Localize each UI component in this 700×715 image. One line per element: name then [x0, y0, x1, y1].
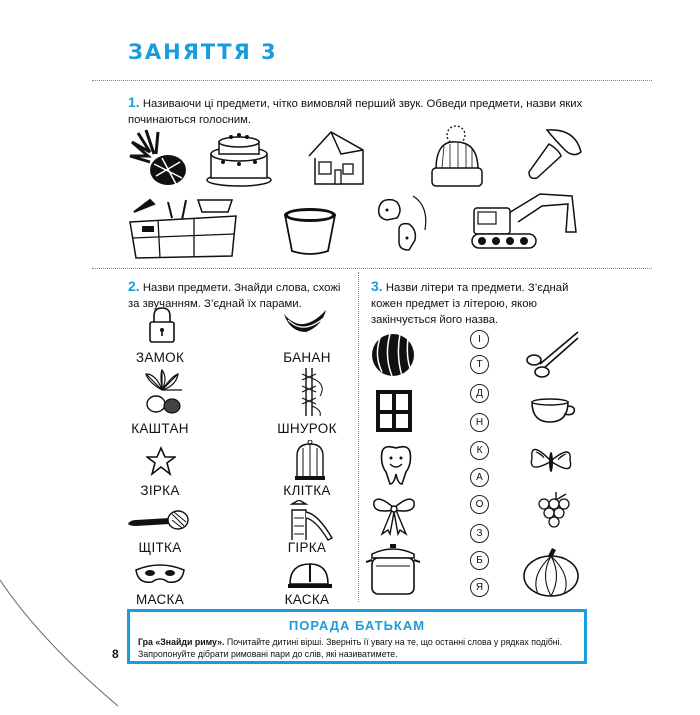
letter-circle[interactable]: Я: [470, 578, 489, 597]
tip-text: [138, 636, 578, 660]
task2-text: Назви предмети. Знайди слова, схожі за звучанням. З’єднай їх парами.: [128, 282, 341, 310]
house-icon: [305, 126, 367, 188]
task1-text: Називаючи ці предмети, чітко вимовляй перший звук. Обведи предмети, назви яких починаються голосним.: [128, 98, 583, 126]
mushroom-icon: [525, 128, 583, 182]
task1-number: 1.: [128, 94, 140, 110]
parents-tip-box: [127, 609, 587, 664]
word-klitka: КЛІТКА: [283, 483, 331, 498]
page-title: ЗАНЯТТЯ 3: [128, 40, 278, 64]
chestnut-icon: [138, 368, 186, 416]
top-divider: [92, 80, 652, 81]
pot-icon: [366, 542, 420, 598]
letter-circle[interactable]: Б: [470, 551, 489, 570]
window-icon: [374, 388, 414, 434]
toolbox-icon: [128, 196, 240, 260]
middle-divider: [92, 268, 652, 269]
task3-instruction: [371, 278, 586, 328]
pumpkin-icon: [522, 546, 580, 598]
star-icon: [146, 446, 176, 476]
letter-circle[interactable]: Д: [470, 384, 489, 403]
birdcage-icon: [293, 440, 327, 482]
task3-text: Назви літери та предмети. З’єднай кожен предмет із літерою, якою закінчується його назва.: [371, 282, 569, 326]
excavator-icon: [468, 186, 580, 252]
grapes-icon: [536, 490, 574, 530]
task2-number: 2.: [128, 278, 140, 294]
letter-circle[interactable]: Т: [470, 355, 489, 374]
letter-circle[interactable]: О: [470, 495, 489, 514]
padlock-icon: [146, 306, 178, 344]
word-banan: БАНАН: [283, 350, 331, 365]
slide-icon: [284, 500, 336, 542]
lace-icon: [292, 366, 328, 418]
column-divider: [358, 272, 359, 602]
word-shnurok: ШНУРОК: [277, 421, 337, 436]
bow-icon: [370, 492, 418, 536]
tip-body: Почитайте дитині вірші. Зверніть її увагу на те, що останні слова у рядках подібні. Запропонуйте дібрати римовані пари до слів, які називатимете.: [138, 637, 563, 659]
tip-title: ПОРАДА БАТЬКАМ: [288, 618, 426, 633]
page-curl: [0, 580, 120, 710]
helmet-icon: [286, 560, 334, 590]
letter-circle[interactable]: З: [470, 524, 489, 543]
tip-game-label: Гра «Знайди риму».: [138, 637, 225, 647]
knit-hat-icon: [428, 124, 486, 190]
letter-circle[interactable]: Н: [470, 413, 489, 432]
letter-circle[interactable]: І: [470, 330, 489, 349]
word-kaska: КАСКА: [284, 592, 330, 607]
task1-instruction: [128, 94, 598, 128]
word-shchitka: ЩІТКА: [138, 540, 182, 555]
cup-icon: [528, 398, 578, 428]
bucket-icon: [282, 205, 338, 257]
cake-icon: [205, 132, 273, 188]
letter-circle[interactable]: К: [470, 441, 489, 460]
task3-number: 3.: [371, 278, 383, 294]
word-zamok: ЗАМОК: [135, 350, 185, 365]
word-kashtan: КАШТАН: [131, 421, 189, 436]
page-number: 8: [112, 647, 119, 661]
word-maska: МАСКА: [135, 592, 185, 607]
butterfly-icon: [526, 440, 576, 482]
tooth-icon: [378, 444, 414, 486]
mittens-icon: [373, 190, 433, 260]
word-zirka: ЗІРКА: [140, 483, 180, 498]
brush-icon: [126, 508, 192, 534]
mask-icon: [132, 562, 188, 590]
letter-circle[interactable]: А: [470, 468, 489, 487]
ball-icon: [370, 332, 416, 378]
banana-icon: [282, 306, 330, 342]
word-hirka: ГІРКА: [287, 540, 327, 555]
pineapple-icon: [128, 128, 188, 190]
scissors-icon: [524, 330, 580, 378]
